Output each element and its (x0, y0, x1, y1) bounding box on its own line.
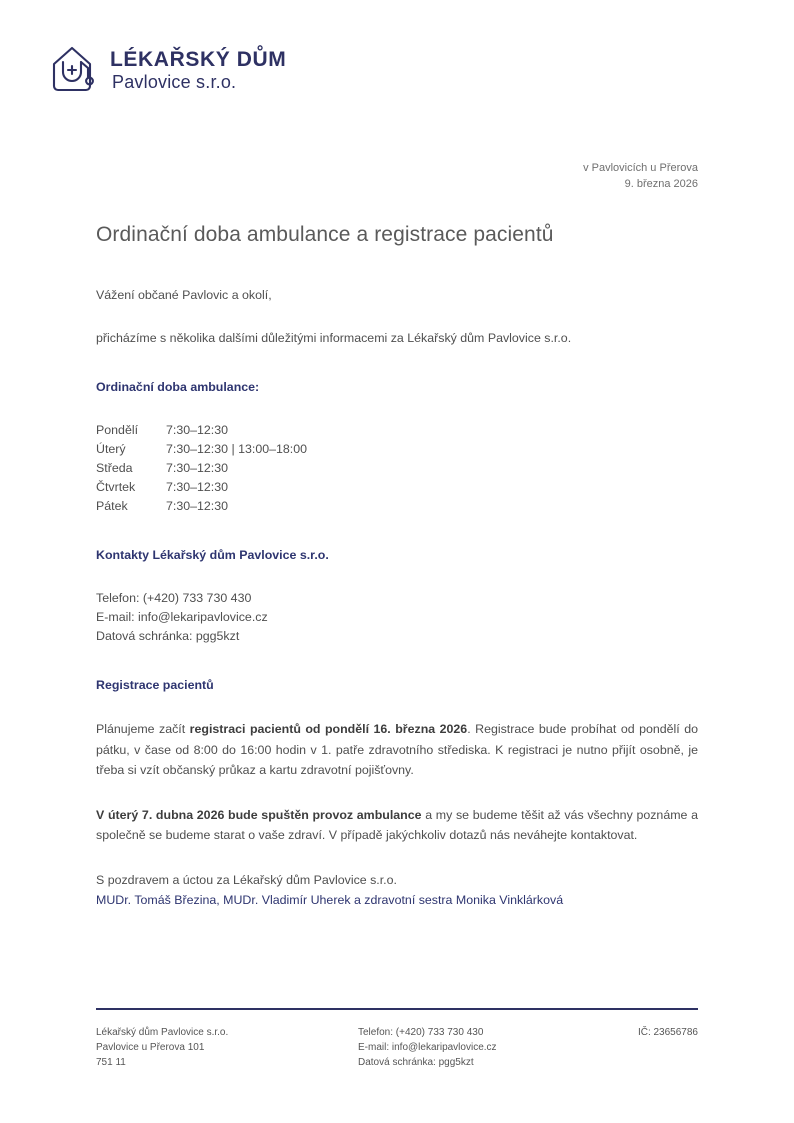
logo-title: LÉKAŘSKÝ DŮM (110, 47, 287, 71)
spacer (96, 565, 698, 589)
closing-names: MUDr. Tomáš Březina, MUDr. Vladimír Uherek a zdravotní sestra Monika Vinklárková (96, 892, 564, 907)
page-footer (96, 1008, 698, 1070)
registration-paragraph (96, 719, 698, 781)
hours-time: 7:30–12:30 (166, 461, 229, 476)
contact-email: E-mail: info@lekaripavlovice.cz (96, 610, 268, 625)
table-row (96, 478, 307, 497)
house-stethoscope-cross-icon (48, 40, 100, 100)
table-row (96, 440, 307, 459)
hours-time: 7:30–12:30 (166, 480, 229, 495)
company-logo (48, 40, 286, 100)
office-hours-table (96, 421, 307, 516)
contact-databox: Datová schránka: pgg5kzt (96, 629, 240, 644)
footer-postcode: 751 11 (96, 1057, 126, 1068)
launch-rest: a my se budeme těšit až vás všechny poznáme a společně se budeme starat o vaše zdraví. V případě jakýchkoliv dotazů nás neváhejte kontaktovat. (96, 807, 698, 843)
footer-divider (96, 1008, 698, 1010)
dateline-place: v Pavlovicích u Přerova (583, 162, 698, 174)
footer-phone: Telefon: (+420) 733 730 430 (358, 1027, 484, 1038)
document-body (96, 222, 698, 910)
hours-day: Pátek (96, 499, 128, 514)
registration-bold: registraci pacientů od pondělí 16. března 2026 (189, 722, 468, 737)
contacts-heading: Kontakty Lékařský dům Pavlovice s.r.o. (96, 548, 329, 563)
footer-ico: IČ: 23656786 (637, 1027, 698, 1038)
spacer (96, 397, 698, 421)
hours-time: 7:30–12:30 (166, 423, 229, 438)
spacer (96, 348, 698, 378)
page-title: Ordinační doba ambulance a registrace pacientů (96, 223, 554, 246)
launch-bold: V úterý 7. dubna 2026 bude spuštěn provoz ambulance (96, 807, 422, 822)
launch-paragraph (96, 805, 698, 846)
footer-company-name: Lékařský dům Pavlovice s.r.o. (96, 1027, 229, 1038)
contact-phone: Telefon: (+420) 733 730 430 (96, 591, 252, 606)
dateline (583, 160, 698, 192)
salutation: Vážení občané Pavlovic a okolí, (96, 288, 272, 303)
hours-day: Čtvrtek (96, 480, 136, 495)
footer-email: E-mail: info@lekaripavlovice.cz (358, 1042, 497, 1053)
logo-subtitle: Pavlovice s.r.o. (112, 71, 237, 92)
registration-suffix: . Registrace bude probíhat od pondělí do pátku, v čase od 8:00 do 16:00 hodin v 1. patře zdravotního střediska. K registraci je nutno přijít osobně, je třeba si vzít občanský průkaz a kartu zdravotní pojišťovny. (96, 722, 698, 778)
table-row (96, 497, 307, 516)
spacer (96, 695, 698, 719)
hours-time: 7:30–12:30 (166, 499, 229, 514)
footer-databox: Datová schránka: pgg5kzt (358, 1057, 474, 1068)
closing-regards: S pozdravem a úctou za Lékařský dům Pavlovice s.r.o. (96, 872, 397, 887)
registration-heading: Registrace pacientů (96, 678, 214, 693)
table-row (96, 421, 307, 440)
spacer (96, 646, 698, 676)
footer-contact-column (358, 1025, 606, 1070)
footer-address-column (96, 1025, 358, 1070)
spacer (96, 846, 698, 870)
hours-time: 7:30–12:30 | 13:00–18:00 (166, 442, 308, 457)
spacer (96, 305, 698, 329)
contact-details (96, 589, 698, 646)
table-row (96, 459, 307, 478)
intro-paragraph: přicházíme s několika dalšími důležitými informacemi za Lékařský dům Pavlovice s.r.o. (96, 331, 572, 346)
spacer (96, 781, 698, 805)
registration-prefix: Plánujeme začít (96, 722, 190, 737)
footer-columns (96, 1025, 698, 1070)
spacer (96, 516, 698, 546)
dateline-date: 9. března 2026 (624, 178, 698, 190)
hours-day: Středa (96, 461, 133, 476)
footer-ico-column (606, 1025, 698, 1070)
hours-heading: Ordinační doba ambulance: (96, 380, 260, 395)
hours-day: Úterý (96, 442, 126, 457)
footer-street: Pavlovice u Přerova 101 (96, 1042, 205, 1053)
hours-day: Pondělí (96, 423, 139, 438)
